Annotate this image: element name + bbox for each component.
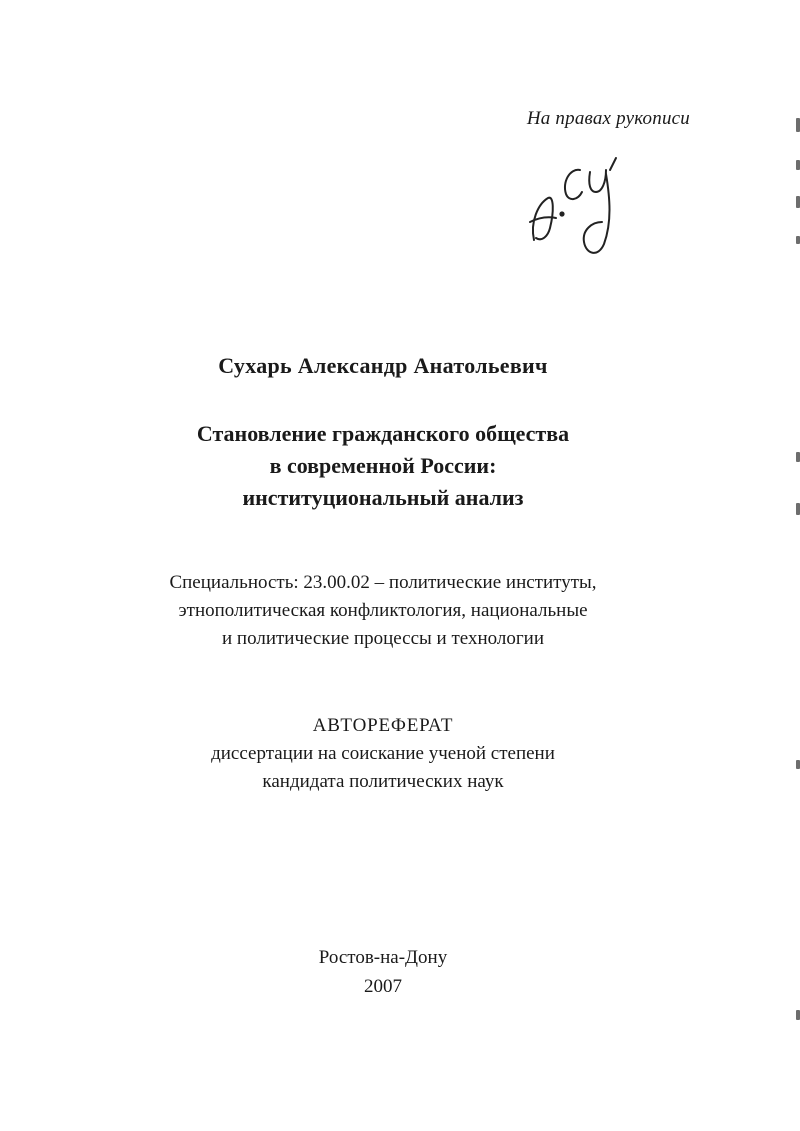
author-name: Сухарь Александр Анатольевич: [218, 353, 548, 378]
title-line: Становление гражданского общества: [196, 421, 570, 446]
specialty-line: этнополитическая конфликтология, национальные: [178, 600, 588, 621]
city: Ростов-на-Дону: [318, 947, 448, 968]
abstract-heading: АВТОРЕФЕРАТ: [312, 715, 454, 736]
title-line: в современной России:: [269, 453, 497, 478]
specialty-block: [0, 569, 766, 653]
abstract-line: кандидата политических наук: [262, 771, 504, 792]
publication-place: [0, 943, 766, 1001]
specialty-line: и политические процессы и технологии: [222, 628, 544, 649]
abstract-line: диссертации на соискание ученой степени: [211, 743, 555, 764]
thesis-title: [0, 418, 766, 514]
rights-note: На правах рукописи: [526, 108, 690, 129]
title-line: институциональный анализ: [242, 485, 524, 510]
specialty-line: Специальность: 23.00.02 – политические институты,: [169, 572, 597, 593]
signature-icon: [524, 152, 634, 262]
scan-edge-marks: [794, 0, 800, 1131]
year: 2007: [364, 976, 402, 997]
abstract-block: [0, 712, 766, 796]
